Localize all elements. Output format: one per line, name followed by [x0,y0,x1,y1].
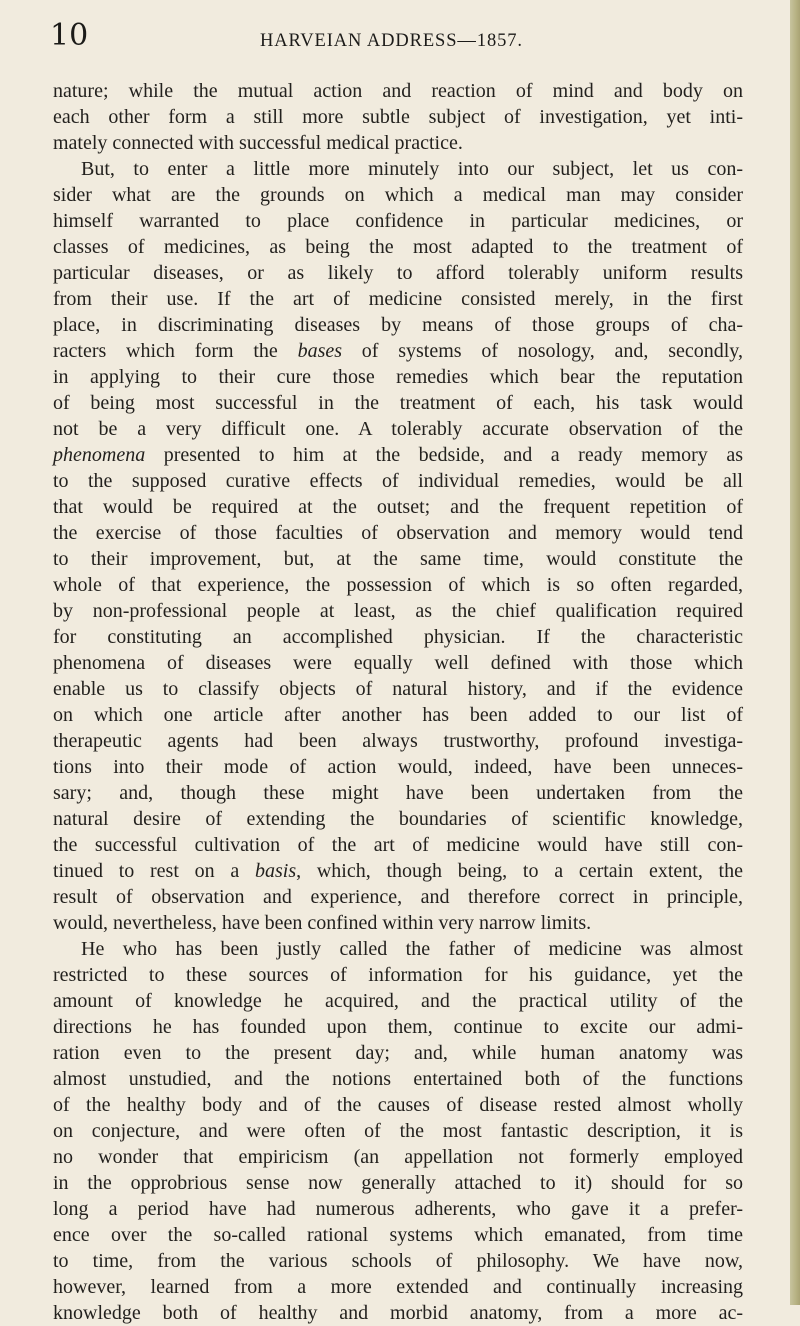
text-line: sider what are the grounds on which a medical man may consider [53,184,743,206]
page-edge [790,0,800,1305]
text-line: therapeutic agents had been always trustworthy, profound investiga- [53,730,743,752]
text-line: nature; while the mutual action and reaction of mind and body on [53,80,743,102]
text-line: phenomena of diseases were equally well defined with those which [53,652,743,674]
text-line: himself warranted to place confidence in particular medicines, or [53,210,743,232]
text-line: restricted to these sources of information for his guidance, yet the [53,964,743,986]
text-line: phenomena presented to him at the bedside, and a ready memory as [53,444,743,466]
text-line: from their use. If the art of medicine consisted merely, in the first [53,288,743,310]
text-line: classes of medicines, as being the most adapted to the treatment of [53,236,743,258]
text-line: tinued to rest on a basis, which, though being, to a certain extent, the [53,860,743,882]
text-line: natural desire of extending the boundaries of scientific knowledge, [53,808,743,830]
page-header [50,16,750,56]
text-line: racters which form the bases of systems of nosology, and, secondly, [53,340,744,362]
text-line: by non-professional people at least, as the chief qualification required [53,600,743,622]
text-line: enable us to classify objects of natural history, and if the evidence [53,678,743,700]
text-line: particular diseases, or as likely to afford tolerably uniform results [53,262,743,284]
text-line: on conjecture, and were often of the most fantastic description, it is [53,1120,743,1142]
text-line: long a period have had numerous adherents, who gave it a prefer- [53,1198,743,1220]
text-line: not be a very difficult one. A tolerably accurate observation of the [53,418,743,440]
text-line: ration even to the present day; and, while human anatomy was [53,1042,743,1064]
page-number: 10 [50,18,89,53]
text-line: to the supposed curative effects of individual remedies, would be all [53,470,743,492]
text-line: almost unstudied, and the notions entertained both of the functions [53,1068,743,1090]
text-line: of being most successful in the treatment of each, his task would [53,392,743,414]
text-line: result of observation and experience, and therefore correct in principle, [53,886,743,908]
text-line: whole of that experience, the possession of which is so often regarded, [53,574,743,596]
text-line: in applying to their cure those remedies which bear the reputation [53,366,743,388]
text-line: would, nevertheless, have been confined within very narrow limits. [53,912,592,934]
text-line: to their improvement, but, at the same time, would constitute the [53,548,743,570]
text-line: tions into their mode of action would, indeed, have been unneces- [53,756,743,778]
text-line: however, learned from a more extended and continually increasing [53,1276,743,1298]
text-line: mately connected with successful medical practice. [53,132,463,154]
text-line: the exercise of those faculties of observation and memory would tend [53,522,743,544]
text-line: place, in discriminating diseases by means of those groups of cha- [53,314,743,336]
text-line: sary; and, though these might have been undertaken from the [53,782,743,804]
text-line: But, to enter a little more minutely into our subject, let us con- [81,158,743,180]
text-line: each other form a still more subtle subject of investigation, yet inti- [53,106,743,128]
text-line: the successful cultivation of the art of medicine would have still con- [53,834,743,856]
text-line: for constituting an accomplished physician. If the characteristic [53,626,743,648]
text-line: ence over the so-called rational systems which emanated, from time [53,1224,743,1246]
text-line: on which one article after another has been added to our list of [53,704,743,726]
text-line: knowledge both of healthy and morbid anatomy, from a more ac- [53,1302,743,1324]
body-text [53,78,743,1326]
running-head: HARVEIAN ADDRESS—1857. [260,31,523,51]
text-line: of the healthy body and of the causes of disease rested almost wholly [53,1094,743,1116]
text-line: directions he has founded upon them, continue to excite our admi- [53,1016,743,1038]
text-line: no wonder that empiricism (an appellation not formerly employed [53,1146,743,1168]
text-line: in the opprobrious sense now generally attached to it) should for so [53,1172,743,1194]
text-line: that would be required at the outset; and the frequent repetition of [53,496,743,518]
text-line: amount of knowledge he acquired, and the practical utility of the [53,990,743,1012]
text-line: He who has been justly called the father of medicine was almost [81,938,743,960]
text-line: to time, from the various schools of philosophy. We have now, [53,1250,743,1272]
